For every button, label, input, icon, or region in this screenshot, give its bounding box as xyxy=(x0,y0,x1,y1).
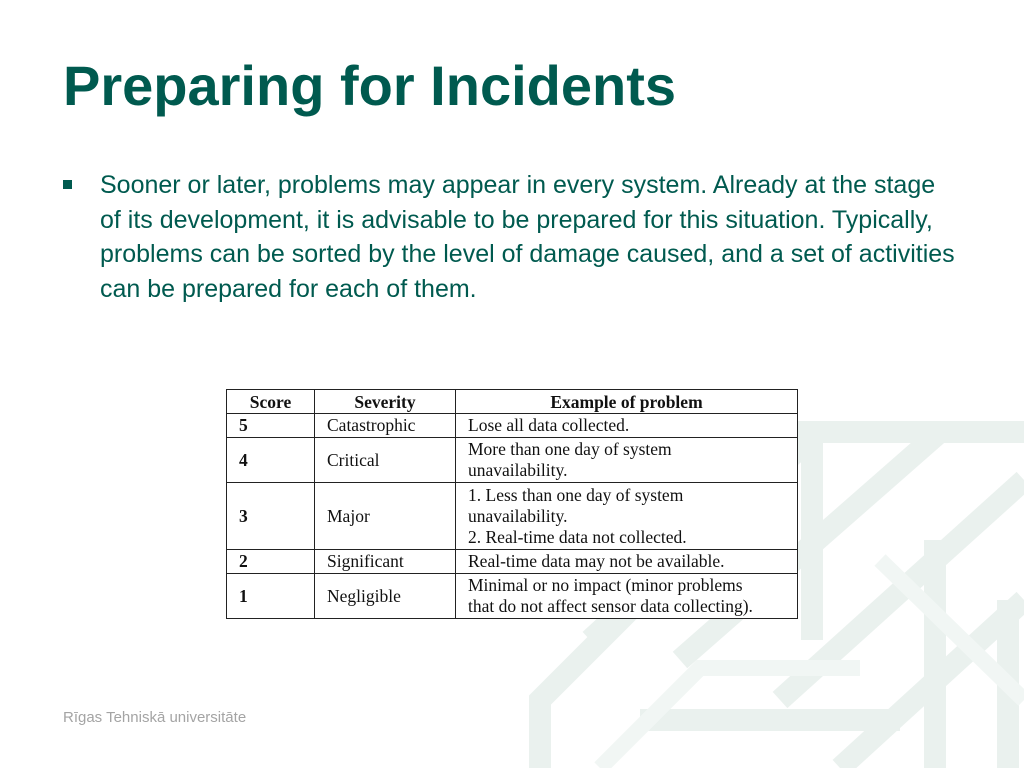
severity-cell: Major xyxy=(315,483,456,550)
severity-table xyxy=(226,389,798,619)
example-cell xyxy=(456,550,798,574)
slide-body-text: Sooner or later, problems may appear in every system. Already at the stage of its development, it is advisable to be prepared for this situation. Typically, problems can be sorted by the level of damage caused, and a set of activities can be prepared for each of them. xyxy=(100,171,955,303)
table-row xyxy=(227,550,798,574)
example-line: 1. Less than one day of system xyxy=(468,484,684,505)
score-cell: 3 xyxy=(227,483,315,550)
table-row xyxy=(227,483,798,550)
severity-cell: Negligible xyxy=(315,574,456,619)
score-cell: 1 xyxy=(227,574,315,619)
example-line: unavailability. xyxy=(468,505,568,526)
column-header-score: Score xyxy=(227,390,315,414)
column-header-example: Example of problem xyxy=(456,390,798,414)
example-line: that do not affect sensor data collecting). xyxy=(468,596,753,616)
score-cell: 4 xyxy=(227,438,315,483)
example-cell xyxy=(456,483,798,550)
example-cell xyxy=(456,438,798,483)
slide-title: Preparing for Incidents xyxy=(63,54,676,117)
example-cell xyxy=(456,574,798,619)
example-line: unavailability. xyxy=(468,460,568,480)
severity-cell: Catastrophic xyxy=(315,414,456,438)
severity-cell: Significant xyxy=(315,550,456,574)
example-line: Minimal or no impact (minor problems xyxy=(468,575,743,595)
example-cell xyxy=(456,414,798,438)
example-line: More than one day of system xyxy=(468,439,672,459)
severity-cell: Critical xyxy=(315,438,456,483)
table-row xyxy=(227,574,798,619)
table-row xyxy=(227,414,798,438)
score-cell: 5 xyxy=(227,414,315,438)
table-header-row xyxy=(227,390,798,414)
score-cell: 2 xyxy=(227,550,315,574)
severity-table-container xyxy=(226,389,798,619)
square-bullet-icon xyxy=(63,180,72,189)
example-line: Lose all data collected. xyxy=(468,415,630,435)
footer-university-name: Rīgas Tehniskā universitāte xyxy=(63,709,247,726)
table-row xyxy=(227,438,798,483)
column-header-severity: Severity xyxy=(315,390,456,414)
example-line: Real-time data may not be available. xyxy=(468,551,725,571)
example-line: 2. Real-time data not collected. xyxy=(468,526,687,547)
